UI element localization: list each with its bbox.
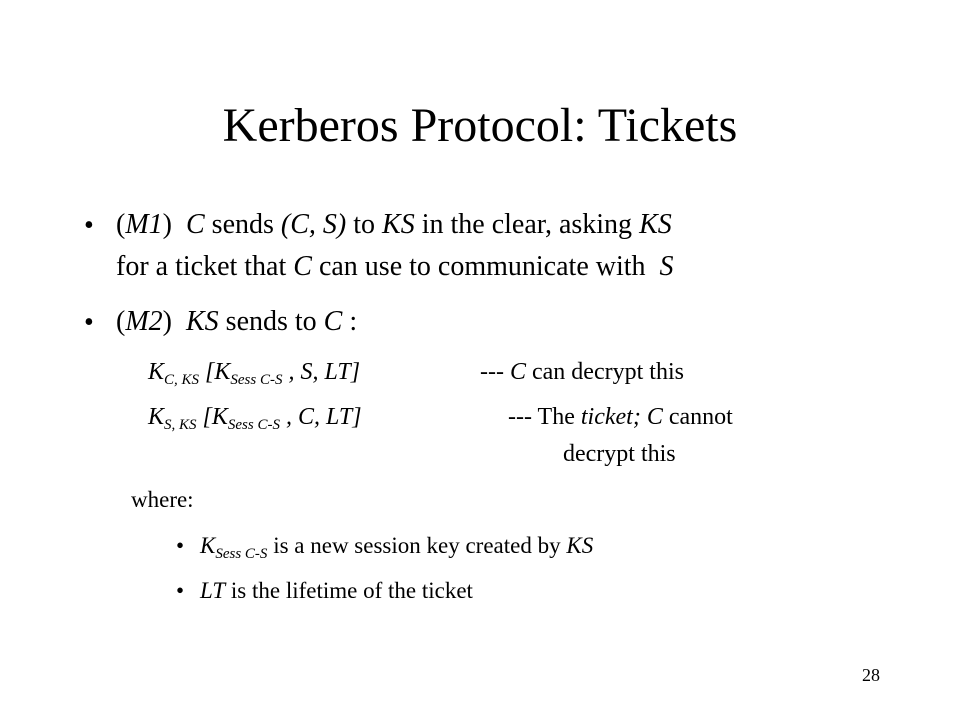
- message-line-b: $K_{S, KS}$ [$K_{Sess C-S}$ , C, LT]: [148, 404, 362, 433]
- message-line-b-comment: --- The ticket; C cannot: [508, 404, 733, 430]
- bullet-m2-line: (M2) KS sends to C :: [116, 306, 358, 337]
- message-line-a: $K_{C, KS}$ [$K_{Sess C-S}$ , S, LT]: [148, 359, 361, 388]
- where-label: where:: [131, 487, 194, 512]
- sub-bullet-dot: •: [176, 578, 185, 603]
- message-line-b-comment-cont: decrypt this: [563, 441, 676, 467]
- bullet-m1-line1: (M1) C sends (C, S) to KS in the clear, asking KS: [116, 209, 672, 240]
- bullet-dot: •: [84, 210, 94, 241]
- page-number: 28: [862, 665, 880, 685]
- sub-bullet-lifetime-text: LT is the lifetime of the ticket: [200, 578, 473, 603]
- sub-bullet-session-key-text: $K_{Sess C-S}$ is a new session key created by KS: [200, 533, 594, 562]
- bullet-dot: •: [84, 307, 94, 338]
- sub-bullet-dot: •: [176, 533, 185, 558]
- slide-title: Kerberos Protocol: Tickets: [222, 99, 738, 152]
- bullet-m1-line2: for a ticket that C can use to communicate with S: [116, 251, 674, 282]
- message-line-a-comment: --- C can decrypt this: [480, 359, 684, 385]
